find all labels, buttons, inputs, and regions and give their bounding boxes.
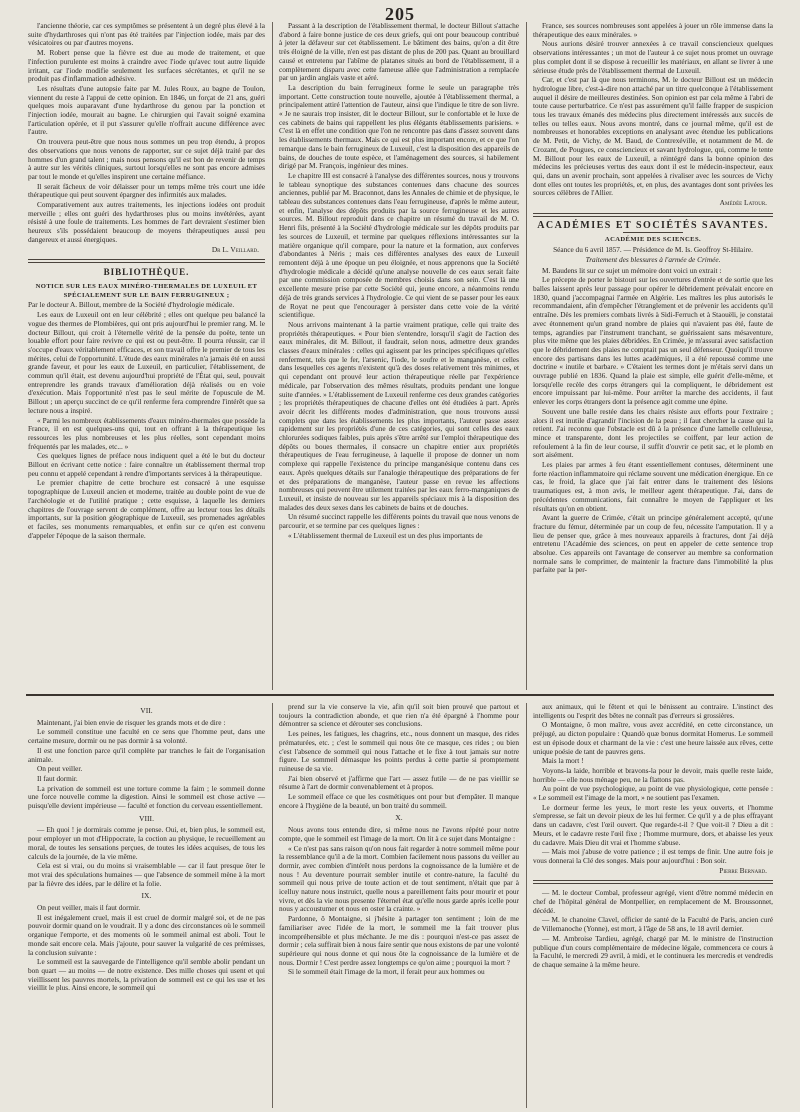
paragraph: O Montaigne, ô mon maître, vous avez accrédité, en cette circonstance, un préjugé, au dicton populaire : Quandò quæ bonus dormitat Homerus. Le sommeil est un épisode doux et charmant de la vie : c'est une heure laissée aux rêves, cette unique poésie de tant de pauvres gens. bbox=[533, 720, 773, 756]
column-5 bbox=[279, 703, 519, 978]
paragraph: On trouvera peut-être que nous nous sommes un peu trop étendu, à propos des observations que nous venons de rapporter, sur ce sujet déjà traité par des hommes d'un grand talent ; mais nous pensons qu'il est bon de revenir de temps à autre sur les vérités cliniques, surtout lorsqu'elles ne sont pas encore admises par tout le monde et qu'elles inspirent une certaine méfiance. bbox=[28, 137, 265, 181]
article-signature: Amédée Latour. bbox=[719, 198, 767, 208]
column-divider bbox=[272, 22, 273, 690]
article-signature: Dr L. Veillard. bbox=[211, 244, 259, 254]
paragraph: Les eaux de Luxeuil ont en leur célébrité ; elles ont quelque peu balancé la vogue des thermes de Plombières, qui ont pris aujourd'hui le premier rang. M. le docteur Billout, qui croit à l'éternelle vérité de la pensée du poète, tente un louable effort pour faire revivre ce qui est ou peut-être. Il pourra réussir, car il s'occupe d'eaux véritablement efficaces, et son travail offre le premier de tous les mérites, celui de l'opportunité. L'étude des eaux minérales n'a jamais été en aussi grande faveur, et pour les eaux de Luxeuil, en particulier, l'établissement, de commun qu'il était, est devenu aujourd'hui propriété de l'État qui, seul, pouvait entreprendre les grands travaux d'amélioration déjà réalisés ou en voie d'exécution. Mais l'opportunité n'est pas le seul mérite de l'opuscule de M. Billout ; un aperçu succinct de ce qu'il renferme fera comprendre l'intérêt que sa lecture nous a inspiré. bbox=[28, 310, 265, 415]
paragraph: Comparativement aux autres traitements, les injections iodées ont produit merveille ; elles ont guéri des hydarthroses plus ou moins invétérées, ayant résisté à une foule de traitements. Les hommes de l'art devraient s'estimer bien heureux s'ils possédaient beaucoup de moyens thérapeutiques aussi peu dangereux et aussi énergiques. bbox=[28, 200, 265, 244]
paragraph: Le précepte de porter le bistouri sur les ouvertures d'entrée et de sortie que les balles laissent après leur passage pour opérer le débridement prévalait encore en 1830, quand j'accompagnai l'armée en Algérie. Les maîtres les plus autorisés le recommandaient, afin d'empêcher l'étranglement et de prévenir les accidents qu'il entraîne. Dès les premiers combats livrés à Sidi-Ferruch et à Staouëli, je constatai avec étonnement qu'un grand nombre de plaies qui n'avaient pas été, faute de temps, agrandies par l'instrument tranchant, se guérissaient sans mésaventure, plus vite même que les plaies débridées. En Crimée, je m'assurai avec satisfaction que le débridement des plaies ne comptait pas un seul défenseur. Quoiqu'il trouve encore des partisans dans les luttes académiques, il a été repoussé comme une doctrine « inutile et barbare. » C'étaient les termes dont je m'étais servi dans un ouvrage publié en 1836. Quand la plaie est simple, elle guérit d'elle-même, et lorsqu'elle recèle des corps étrangers qui la compliquent, le débridement est encore impuissant par lui-même. Pour arrêter la marche des accidents, il faut enlever les corps étrangers dont la présence agit comme une épine. bbox=[533, 275, 773, 407]
news-item: — M. Ambroise Tardieu, agrégé, chargé par M. le ministre de l'instruction publique d'un cours complémentaire de médecine légale, commencera ce cours à la Faculté, le mercredi 29 avril, à midi, et le continuera les mercredis et vendredis de chaque semaine à la même heure. bbox=[533, 933, 773, 969]
column-divider bbox=[272, 703, 273, 1108]
column-4 bbox=[28, 703, 265, 994]
paragraph: Les résultats d'une autopsie faite par M. Jules Roux, au bagne de Toulon, viennent du reste à l'appui de cette opinion. En 1846, un forçat de 21 ans, guéri quelques mois auparavant d'une hydarthrose du genou par la ponction et l'injection iodée, mourait au bagne. Le chirurgien qui l'avait soigné examina l'articulation opérée, et il put s'assurer qu'elle n'offrait aucune différence avec l'autre. bbox=[28, 83, 265, 137]
page-number: 205 bbox=[385, 4, 415, 24]
section-divider bbox=[533, 880, 773, 884]
paragraph: Le dormeur ferme les yeux, le mort reste les yeux ouverts, et l'homme s'empresse, se fait un devoir pieux de les lui fermer. Ce qu'il y a de plus effrayant dans un cadavre, c'est l'œil ouvert. Que regarde-t-il ? Que voit-il ? Dieu a dit : Meurs, et le cadavre reste l'œil fixe ; l'homme murmure, dors, et abaisse les yeux du cadavre. Mais Dieu dit vrai et l'homme s'abuse. bbox=[533, 802, 773, 847]
paragraph: Car, et c'est par là que nous terminons, M. le docteur Billout est un médecin hydrologue libre, c'est-à-dire non attaché par un titre quelconque à l'établissement auquel il désire de meilleures destinées. Son opinion est par cela même à l'abri de toute cause perturbatrice. Ce n'est pas assurément qu'il faille frapper de suspicion tous les travaux émanés des médecins plus directement intéressés aux succès de telles ou telles eaux. Nous avons montré, dans ce journal même, qu'il est de nombreuses et honorables exceptions en analysant avec étendue les publications de M. Petit, de Vichy, de M. Baud, de Contrexéville, et notamment de M. de Crozant, de Pougues, ce consciencieux et savant hydrologue, qui, comme le tente M. Billout pour les eaux de Luxeuil, a réintégré dans la bonne opinion des médecins les précieuses vertus des eaux dont il est le médecin-inspecteur, eaux qui, dans un avenir prochain, sont appelées à rivaliser avec les sources de Vichy dont elles ont toutes les propriétés, et, en plus, des avantages dont sont privées les sources célèbres de l'Allier. bbox=[533, 75, 773, 198]
paragraph: Cela est si vrai, ou du moins si vraisemblable — car il faut presque ôter le mot vrai des spéculations humaines — que l'absence de sommeil mène à la mort par la fièvre des idées, par le délire et la folie. bbox=[28, 861, 265, 888]
paragraph: Il est une fonction parce qu'il complète par tranches le fait de l'organisation animale. bbox=[28, 745, 265, 764]
paragraph: France, ses sources nombreuses sont appelées à jouer un rôle immense dans la thérapeutique des eaux minérales. » bbox=[533, 21, 773, 39]
paragraph: — Mais moi j'abuse de votre patience ; il est temps de finir. Une autre fois je vous donnerai la Clé des songes. Mais pour aujourd'hui : Bon soir. bbox=[533, 847, 773, 865]
column-divider bbox=[526, 22, 527, 690]
feuilleton-separator bbox=[26, 694, 774, 696]
paragraph: Les peines, les fatigues, les chagrins, etc., nous donnent un masque, des rides prématurées, etc. ; c'est le sommeil qui nous ôte ce masque, ces rides ; ou bien c'est l'absence de sommeil qui nous l'attache et le fixe à tout jamais sur notre figure. Le sommeil démasque les points perdus à cette partie si promptement ruineuse de sa vie. bbox=[279, 729, 519, 773]
section-divider bbox=[28, 259, 265, 263]
paragraph: Le sommeil est la sauvegarde de l'intelligence qu'il semble abolir pendant un bon quart — au moins — de notre existence. Des mille choses qui usent et qui vieillissent les pauvres mortels, la privation de sommeil est ce qui les use et les vieillit le plus. Ainsi encore, le sommeil qui bbox=[28, 957, 265, 993]
paragraph: prend sur la vie conserve la vie, afin qu'il soit bien prouvé que partout et toujours la contradiction abonde, et que rien n'a été épargné à l'homme pour démontrer sa science et dérouter ses conclusions. bbox=[279, 702, 519, 729]
paragraph: Maintenant, j'ai bien envie de risquer les grands mots et de dire : bbox=[37, 717, 226, 727]
section-numeral: VIII. bbox=[139, 813, 154, 823]
paragraph: On peut veiller, mais il faut dormir. bbox=[37, 903, 141, 913]
paragraph: « L'établissement thermal de Luxeuil est un des plus importants de bbox=[288, 530, 483, 540]
section-divider bbox=[533, 213, 773, 217]
news-item: — M. le docteur Combal, professeur agrégé, vient d'être nommé médecin en chef de l'hôpital général de Montpellier, en remplacement de M. Broussonnet, décédé. bbox=[533, 888, 773, 915]
section-numeral: X. bbox=[395, 813, 403, 823]
paragraph: J'ai bien observé et j'affirme que l'art — assez futile — de ne pas vieillir se résume à l'art de dormir convenablement et à propos. bbox=[279, 773, 519, 792]
paragraph: M. Robert pense que la fièvre est due au mode de traitement, et que l'infection purulente est moins à craindre avec l'iode qu'avec tout autre liquide irritant, car l'iode modifie seulement les surfaces sécrétantes, et qu'il ne se produit pas d'inflammation adhésive. bbox=[28, 48, 265, 84]
paragraph: Passant à la description de l'établissement thermal, le docteur Billout s'attache d'abord à faire bonne justice de ces deux griefs, qui ont pour beaucoup contribué à jeter la défaveur sur cet établissement. Le bâtiment des bains, qu'on a dit être très éloigné de la ville, n'en est pas distant de plus de 200 pas. Quant au brouillard causé et entretenu par l'abîme de platanes situés au bord de l'établissement, il a complètement disparu avec cette fameuse allée que l'administration a remplacée par un jardin anglais vaste et aéré. bbox=[279, 21, 519, 83]
paragraph: Le chapitre III est consacré à l'analyse des différentes sources, nous y trouvons le tableau synoptique des substances contenues dans chacune des sources anciennes, publié par M. Braconnot, dans les Annales de chimie et de physique, le tableau des substances contenues dans l'eau ferrugineuse, d'après le même auteur, et enfin, l'analyse des dépôts produits par la source ferrugineuse et les autres sources. M. Billout reproduit dans ce chapitre un résumé du travail de M. O. Henri fils, présenté à la Société d'hydrologie médicale sur les dépôts produits par les sources de Luxeuil, et termine par quelques réflexions intéressantes sur la matière organique qu'il compare, pour la nature et la formation, aux conferves d'abondantes à Néris ; mais ces différentes analyses des eaux de Luxeuil remontent déjà à une époque un peu éloignée, et nous apprenons que la Société d'hydrologie médicale a décidé qu'une analyse nouvelle de ces eaux serait faite par une commission composée de membres choisis dans son sein. C'est là une excellente mesure prise par cette Société qui, jeune encore, a néanmoins rendu déjà de très grands services à l'hydrologie. Ce qui vient de se passer pour les eaux de Royat ne peut que l'encourager à persister dans cette voie de la vérité scientifique. bbox=[279, 170, 519, 320]
paragraph: Nous arrivons maintenant à la partie vraiment pratique, celle qui traite des propriétés thérapeutiques. « Pour bien s'entendre, lorsqu'il s'agit de l'action des eaux minérales, dit M. Billout, il faudrait, selon nous, admettre deux grandes classes d'eaux minérales : celles qui agissent par les principes spécifiques qu'elles renferment, tels que le fer, l'arsenic, l'iode, le soufre et le manganèse, et celles dans lesquelles ces agents n'existent qu'à des doses relativement très minimes, et qui cependant ont prouvé leur action thérapeutique réelle par l'expérience médicale, par l'observation des mêmes résultats, produits pendant une longue suite d'années. » L'établissement de Luxeuil renferme ces deux grandes catégories ; les propriétés thérapeutiques de chacune d'elles ont été étudiées à part. Après avoir décrit les différents modes d'administration, que nous trouvons aussi complets que dans les établissements les plus importants, l'auteur passe assez rapidement sur les propriétés d'une de ces catégories, qui sont celles des eaux chlorurées sodiques faibles, puis après s'être arrêté sur l'emploi thérapeutique des dépôts ou boues thermales, il consacre un chapitre entier aux propriétés thérapeutiques de l'eau ferrugineuse, à laquelle il propose de donner un nom complexe qui rappelle l'existence du principe manganésique contenu dans ces eaux. Après quelques détails sur l'analogie thérapeutique des préparations de fer et des préparations de manganèse, l'auteur passe en revue les affections nombreuses qui peuvent être utilement traitées par les eaux ferro-manganiques de Luxeuil, et insiste de nouveau sur les appareils spéciaux mis à la disposition des malades des deux sexes dans les cabinets de bains et de douches. bbox=[279, 319, 519, 512]
column-6 bbox=[533, 703, 773, 971]
paragraph: aux animaux, qui le fêtent et qui le bénissent au contraire. L'instinct des intelligents ou l'esprit des bêtes ne connaît pas d'erreurs si grossières. bbox=[533, 702, 773, 720]
column-1 bbox=[28, 22, 265, 541]
section-numeral: VII. bbox=[140, 706, 153, 715]
news-item: — M. le chanoine Clavel, officier de santé de la Faculté de Paris, ancien curé de Villemanoche (Yonne), est mort, à l'âge de 58 ans, le 18 avril dernier. bbox=[533, 915, 773, 934]
column-divider bbox=[526, 703, 527, 1108]
paragraph: Mais la mort ! bbox=[542, 756, 584, 766]
title-underline bbox=[623, 232, 683, 233]
paragraph: Nous aurions désiré trouver annexées à ce travail consciencieux quelques observations intéressantes ; un mot de l'auteur à ce sujet nous promet un ouvrage plus complet dont il se dispose à recueillir les matériaux, en allant se livrer à une sérieuse étude près de l'établissement thermal de Luxeuil. bbox=[533, 39, 773, 75]
paragraph: Il est inégalement cruel, mais il est cruel de dormir malgré soi, et de ne pas pouvoir dormir quand on le voudrait. Il y a donc des circonstances où le sommeil organique l'emporte, et des moments où le sommeil animal est aboli. Tout le monde sait encore cela. Mais j'ajoute, pour sauver la vulgarité de ces prémisses, la conclusion suivante : bbox=[28, 912, 265, 957]
paragraph: Au point de vue psychologique, au point de vue physiologique, cette pensée : « Le sommeil est l'image de la mort, » ne soutient pas l'examen. bbox=[533, 784, 773, 803]
paragraph: Ces quelques lignes de préface nous indiquent quel a été le but du docteur Billout en écrivant cette notice : faire connaître un établissement thermal trop peu connu et appelé cependant à rendre d'importants services à la thérapeutique. bbox=[28, 451, 265, 478]
section-numeral: IX. bbox=[141, 891, 152, 901]
paragraph: « Parmi les nombreux établissements d'eaux minéro-thermales que possède la France, il en est quelques-uns qui, tout en offrant à la thérapeutique les ressources les plus nombreuses et les plus réelles, sont cependant moins fréquentés par les malades, etc... » bbox=[28, 415, 265, 451]
title-underline bbox=[117, 279, 177, 280]
paragraph: Il faut dormir. bbox=[37, 773, 78, 783]
academy-title: ACADÉMIE DES SCIENCES. bbox=[604, 236, 702, 244]
column-3 bbox=[533, 22, 773, 576]
paragraph: Si le sommeil était l'image de la mort, il ferait peur aux hommes ou bbox=[288, 967, 485, 977]
paragraph: Il serait fâcheux de voir délaisser pour un temps même très court une idée thérapeutique qui peut souvent épargner des infirmités aux malades. bbox=[28, 181, 265, 200]
session-line: Séance du 6 avril 1857. — Présidence de M. Is. Geoffroy St-Hilaire. bbox=[553, 245, 753, 255]
paragraph: « Ce n'est pas sans raison qu'on nous fait regarder à notre sommeil même pour la ressemblance qu'il a de la mort. Combien facilement nous passons du veiller au dormir, avec combien d'intérêt nous perdons la cognoissance de la lumière et de nous ! Au deventure pourrait sembler inutile et contre-nature, la faculté du sommeil qui nous prive de toute action et de tout sentiment, n'était que par à icelluy nature nous instruict, quelle nous a pareillement faits pour mourir et pour vivre, et dès la vie nous presente l'éternel état qu'elle nous garde après icelle pour nous y accoustumer et nous en oster la crainte. » bbox=[279, 843, 519, 914]
paragraph: Le sommeil constitue une faculté en ce sens que l'homme peut, dans une certaine mesure, dormir ou ne pas dormir à sa volonté. bbox=[28, 727, 265, 746]
section-title: ACADÉMIES ET SOCIÉTÉS SAVANTES. bbox=[537, 219, 769, 231]
article-title: NOTICE SUR LES EAUX MINÉRO-THERMALES DE LUXEUIL ET SPÉCIALEMENT SUR LE BAIN FERRUGINEUX ; bbox=[35, 282, 258, 299]
paragraph: Nous avons tous entendu dire, si même nous ne l'avons répété pour notre compte, que le sommeil est l'image de la mort. On lit à ce sujet dans Montaigne : bbox=[279, 825, 519, 843]
paragraph: Un résumé succinct rappelle les différents points du travail que nous venons de parcourir, et se termine par ces quelques lignes : bbox=[279, 512, 519, 531]
paragraph: Souvent une balle restée dans les chairs résiste aux efforts pour l'extraire ; alors il est inutile d'agrandir l'incision de la peau ; il faut chercher la cause qui la retient. J'ai reconnu que l'obstacle est dû à la présence d'une lamelle celluleuse, mince et transparente, dont les projectiles se coiffent, par leur action de refoulement à la fin de leur course, il suffit d'ouvrir ce petit sac, et le plomb en sort aisément. bbox=[533, 406, 773, 460]
column-2 bbox=[279, 22, 519, 541]
paragraph: On peut veiller. bbox=[37, 764, 83, 774]
paragraph: l'ancienne théorie, car ces symptômes se présentent à un degré plus élevé à la suite d'hydarthroses qui n'ont pas été traitées par l'injection iodée, mais par des vésicatoires ou par d'autres moyens. bbox=[28, 21, 265, 48]
section-title: BIBLIOTHÈQUE. bbox=[103, 267, 190, 278]
paragraph: La privation de sommeil est une torture comme la faim ; le sommeil donne une force nouvelle comme la digestion. Ainsi le sommeil est chose active — puisqu'elle devient impérieuse — faculté et fonction du cerveau essentiellement. bbox=[28, 783, 265, 811]
paragraph: Les plaies par armes à feu étant essentiellement contuses, déterminent une forte réaction inflammatoire qui réclame souvent une médication énergique. En ce cas, le froid, la glace que j'ai fait entrer dans le traitement des lésions traumatiques est, à mon avis, le meilleur agent thérapeutique. J'ai, dans de précédentes communications, fait connaître le moyen de l'appliquer et les résultats qu'on en obtient. bbox=[533, 460, 773, 513]
article-author: Par le docteur A. Billout, membre de la Société d'hydrologie médicale. bbox=[28, 300, 235, 310]
paragraph: Le sommeil efface ce que les cosmétiques ont pour but d'empâter. Il manque encore à l'hygiène de la beauté, un bon traité du sommeil. bbox=[279, 792, 519, 810]
article-signature: Pierre Bernard. bbox=[719, 865, 767, 875]
paragraph: — Eh quoi ! je dormirais comme je pense. Oui, et, bien plus, le sommeil est, pour employer un mot d'Hippocrate, la coction au physique, le recueillement au moral, de toutes les sensations perçues, de toutes les idées acquises, de tous les calculs de la journée, de la vie même. bbox=[28, 825, 265, 861]
paragraph: Le premier chapitre de cette brochure est consacré à une esquisse topographique de Luxeuil ancien et moderne, traitée au double point de vue de l'archéologie et de l'utilité pratique ; cette esquisse, à laquelle les derniers chapitres de l'ouvrage servent de complément, offre au lecteur tous les détails importants, sur la position géographique de Luxeuil, ses promenades agréables et faciles, ses monuments remarquables, et enfin sur ce qu'en est convenu d'appeler l'époque de la saison thermale. bbox=[28, 478, 265, 540]
paragraph: Pardonne, ô Montaigne, si j'hésite à partager ton sentiment ; loin de me familiariser avec l'idée de la mort, le sommeil me la fait trouver plus incompréhensible et plus méchante. Je me dis : pourquoi n'est-ce pas assez de dormir ; cela suffirait bien à nous faire sentir que nous existons de par une volonté supérieure qui nous donne et qui nous ôte la cognoissance de la lumière et de nous. Dormir ! C'est perdre assez longtemps ce qu'on aime ; pourquoi la mort ? bbox=[279, 914, 519, 967]
paragraph: Voyons-la laide, horrible et bravons-la pour le devoir, mais quelle reste laide, horrible — elle nous ménage peu, ne la flattons pas. bbox=[533, 765, 773, 784]
paragraph: Avant la guerre de Crimée, c'était un principe généralement accepté, qu'une fracture du fémur, déterminée par un coup de feu, nécessite l'amputation. Il y a lieu de penser que, grâce à mes nouveaux appareils à fractures, dont j'ai déjà entretenu l'Académie des sciences, on peut en appeler de cette sentence trop absolue. Ces appareils ont l'avantage de conserver au membre sa conformation normale sans le comprimer, de maintenir la fracture dans l'immobilité la plus parfaite par la per- bbox=[533, 513, 773, 575]
paragraph: M. Baudens lit sur ce sujet un mémoire dont voici un extrait : bbox=[542, 265, 722, 275]
paragraph: La description du bain ferrugineux forme le seule un paragraphe très important. Cette construction toute nouvelle, ajoutée à l'établissement thermal, a principalement attiré l'attention de l'auteur, ainsi que l'indique le titre de son livre. « Je ne saurais trop insister, dit le docteur Billout, sur le confortable et le luxe de ces cabinets de bains qui rappellent les plus élégants établissements parisiens. » C'est là en effet une condition que l'on ne rencontre pas dans d'assez souvent dans les établissements thermaux. Mais ce qui est plus important encore, et ce que l'on remarque dans le bain ferrugineux de Luxeuil, c'est la disposition des appareils de bains, de douches de toute espèce, et l'aménagement des sources, si habilement dirigé par M. François, ingénieur des mines. bbox=[279, 82, 519, 171]
subject-line: Traitement des blessures à l'armée de Crimée. bbox=[585, 254, 721, 264]
